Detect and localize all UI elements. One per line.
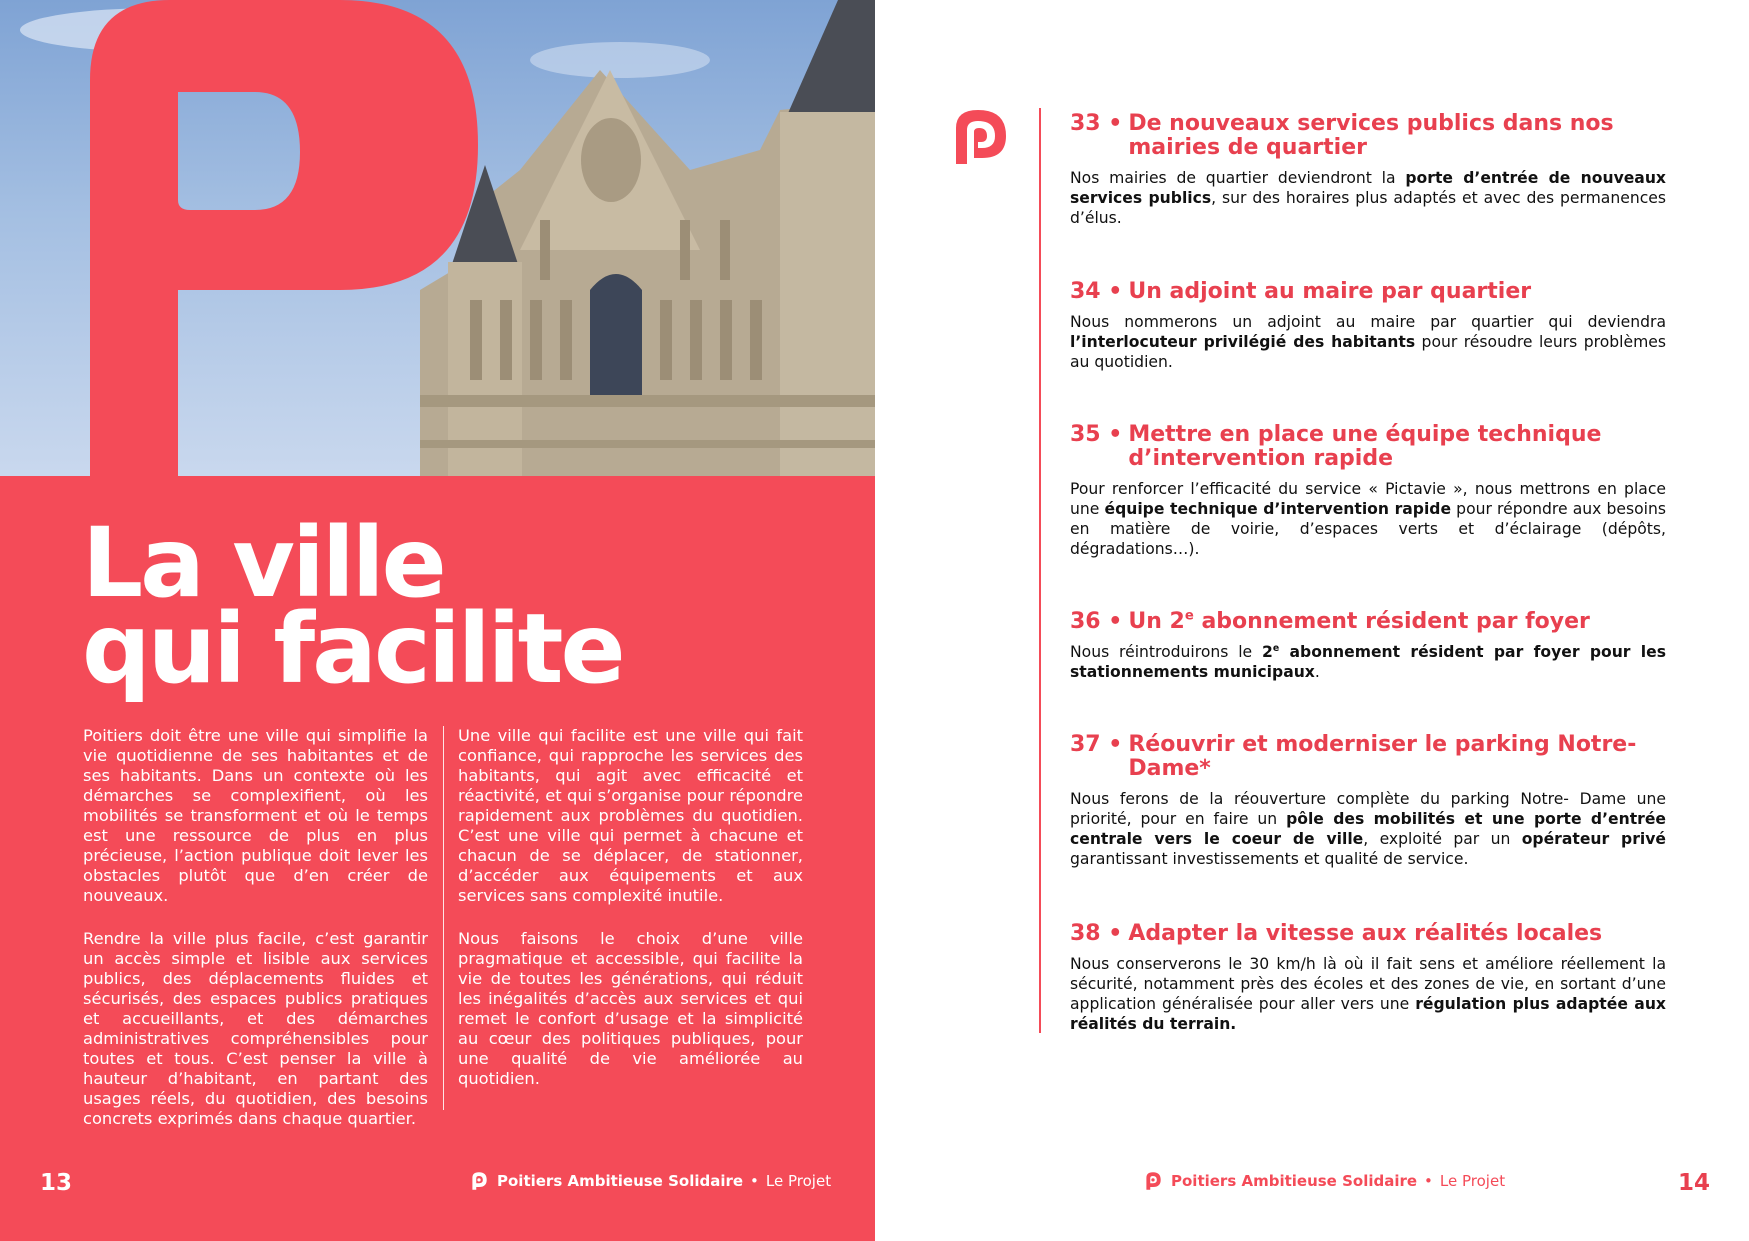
page-headline (82, 507, 623, 705)
proposal-number: 35 • (1070, 422, 1123, 447)
proposal-title-text: Mettre en place une équipe technique d’intervention rapide (1128, 422, 1602, 471)
footer-subtitle: Le Projet (765, 1172, 832, 1190)
page-number: 14 (1678, 1170, 1711, 1196)
proposal-title (1070, 733, 1666, 781)
proposal-title (1070, 922, 1666, 946)
proposal-body: Nous ferons de la réouverture complète du parking Notre- Dame une priorité, pour en faire un pôle des mobilités et une porte d’entrée centrale vers le coeur de ville, exploité par un opérateur privé garantissant investissements et qualité de service. (1070, 790, 1666, 868)
proposal-33 (1070, 112, 1666, 228)
page-number: 13 (40, 1170, 73, 1196)
footer-separator: • (1424, 1172, 1433, 1190)
cathedral-photo (0, 0, 875, 476)
vertical-rule (1039, 108, 1041, 1033)
footer-brand: Poitiers Ambitieuse Solidaire (497, 1172, 744, 1190)
footer-separator: • (750, 1172, 759, 1190)
proposal-title (1070, 423, 1666, 471)
proposal-body: Pour renforcer l’efficacité du service « Pictavie », nous mettrons en place une équipe technique d’intervention rapide pour répondre aux besoins en matière de voirie, d’espaces verts et d’éclairage (dépôts, dégradations…). (1070, 480, 1666, 558)
pas-logo-icon (1142, 1170, 1164, 1192)
column-divider (443, 726, 444, 1110)
proposal-38 (1070, 922, 1666, 1034)
proposal-number: 34 • (1070, 279, 1123, 304)
pas-logo-icon (468, 1170, 490, 1192)
proposal-number: 38 • (1070, 921, 1123, 946)
proposal-34 (1070, 280, 1666, 372)
proposal-title (1070, 610, 1666, 634)
proposal-number: 36 • (1070, 609, 1123, 634)
intro-column-left (83, 726, 428, 1152)
intro-column-right (458, 726, 803, 1112)
big-p-logo (90, 0, 478, 476)
headline-line-1: La ville (82, 507, 444, 619)
proposal-36 (1070, 610, 1666, 682)
proposal-title (1070, 280, 1666, 304)
intro-paragraph: Nous faisons le choix d’une ville pragmatique et accessible, qui facilite la vie de toutes les générations, qui réduit les inégalités d’accès aux services et qui remet le confort d’usage et la simplicité au cœur des politiques publiques, pour une qualité de vie améliorée au quotidien. (458, 929, 803, 1088)
headline-line-2: qui facilite (82, 593, 623, 705)
proposal-number: 37 • (1070, 732, 1123, 757)
footer-brand: Poitiers Ambitieuse Solidaire (1171, 1172, 1418, 1190)
proposal-body: Nos mairies de quartier deviendront la porte d’entrée de nouveaux services publics, sur des horaires plus adaptés et avec des permanences d’élus. (1070, 169, 1666, 227)
proposal-35 (1070, 423, 1666, 559)
proposal-title-text: De nouveaux services publics dans nos mairies de quartier (1128, 111, 1614, 160)
proposal-37 (1070, 733, 1666, 869)
proposal-number: 33 • (1070, 111, 1123, 136)
intro-paragraph: Poitiers doit être une ville qui simplifie la vie quotidienne de ses habitantes et de ses habitants. Dans un contexte où les démarches se complexifient, où les mobilités se transforment et où le temps est une ressource de plus en plus précieuse, l’action publique doit lever les obstacles plutôt que d’en créer de nouveaux. (83, 726, 428, 905)
intro-paragraph: Une ville qui facilite est une ville qui fait confiance, qui rapproche les services des habitants, qui agit avec efficacité et réactivité, et qui s’organise pour répondre rapidement aux problèmes du quotidien. C’est une ville qui permet à chacune et chacun de se déplacer, de stationner, d’accéder aux équipements et aux services sans complexité inutile. (458, 726, 803, 905)
cathedral-illustration (0, 0, 875, 476)
footer (468, 1170, 831, 1192)
proposal-title-text: Réouvrir et moderniser le parking Notre-Dame* (1128, 732, 1637, 781)
pas-logo-icon (944, 106, 1014, 168)
proposal-title (1070, 112, 1666, 160)
proposal-body: Nous réintroduirons le 2e abonnement résident par foyer pour les stationnements municipaux. (1070, 642, 1667, 681)
proposal-title-text: Un adjoint au maire par quartier (1128, 279, 1532, 304)
proposal-body: Nous conserverons le 30 km/h là où il fait sens et améliore réellement la sécurité, notamment près des écoles et des zones de vie, en sortant d’une application généralisée pour aller vers une régulation plus adaptée aux réalités du terrain. (1070, 955, 1666, 1033)
footer-subtitle: Le Projet (1439, 1172, 1506, 1190)
intro-paragraph: Rendre la ville plus facile, c’est garantir un accès simple et lisible aux services publics, des déplacements fluides et sécurisés, des espaces publics pratiques et accueillants, et des démarches administratives compréhensibles pour toutes et tous. C’est penser la ville à hauteur d’habitant, en partant des usages réels, du quotidien, des besoins concrets exprimés dans chaque quartier. (83, 929, 428, 1128)
proposal-title-text: Un 2e abonnement résident par foyer (1128, 608, 1590, 634)
proposal-title-text: Adapter la vitesse aux réalités locales (1128, 921, 1603, 946)
footer (1142, 1170, 1505, 1192)
proposal-body: Nous nommerons un adjoint au maire par quartier qui deviendra l’interlocuteur privilégié des habitants pour résoudre leurs problèmes au quotidien. (1070, 313, 1666, 371)
